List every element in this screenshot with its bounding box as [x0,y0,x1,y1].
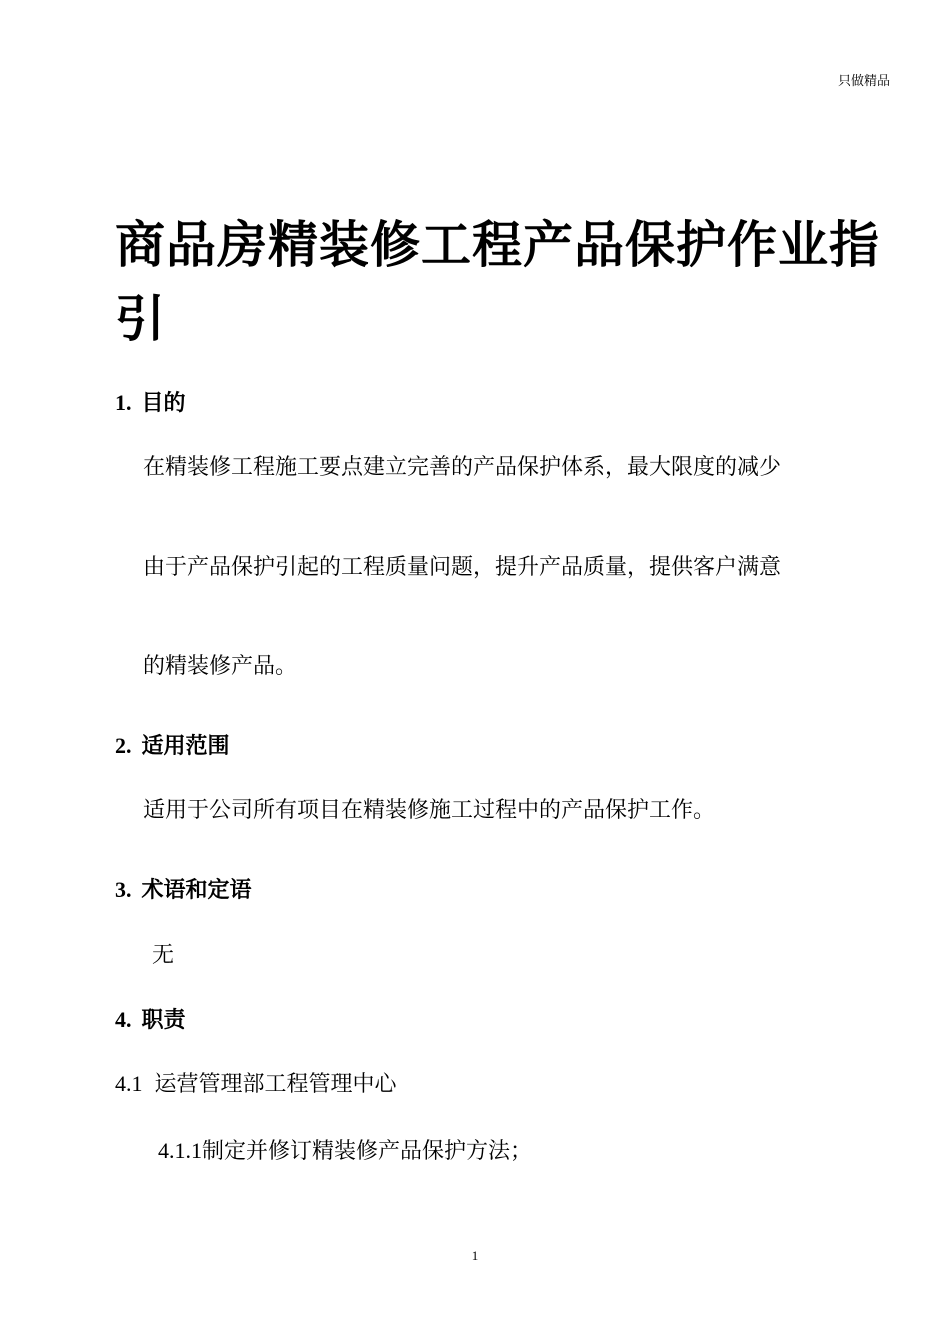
section-heading-2 [115,731,230,762]
section-heading-4 [115,1005,186,1036]
section-number: 3. [115,877,132,902]
subsubsection-line [158,1136,532,1167]
section-title: 职责 [141,1008,186,1033]
subsection-number: 4.1 [115,1071,143,1096]
section-heading-3 [115,875,252,906]
paragraph-line: 无 [152,943,175,968]
section-heading-1 [115,388,186,419]
document-title: 商品房精装修工程产品保护作业指引 [115,216,880,348]
section-title: 术语和定语 [141,878,252,903]
paragraph-line: 的精装修产品。 [143,654,298,679]
section-number: 2. [115,733,132,758]
paragraph-line: 适用于公司所有项目在精装修施工过程中的产品保护工作。 [143,798,716,823]
paragraph-line: 由于产品保护引起的工程质量问题，提升产品质量，提供客户满意 [143,555,782,580]
section-title: 适用范围 [141,734,230,759]
paragraph-line: 在精装修工程施工要点建立完善的产品保护体系，最大限度的减少 [143,455,782,480]
subsection-heading [115,1069,397,1100]
header-note: 只做精品 [837,74,890,89]
section-title: 目的 [141,391,186,416]
subsubsection-number: 4.1.1 [158,1138,202,1163]
section-number: 4. [115,1007,132,1032]
subsubsection-text: 制定并修订精装修产品保护方法； [202,1139,533,1164]
section-number: 1. [115,390,132,415]
subsection-text: 运营管理部工程管理中心 [154,1072,397,1097]
page-number: 1 [471,1248,479,1263]
